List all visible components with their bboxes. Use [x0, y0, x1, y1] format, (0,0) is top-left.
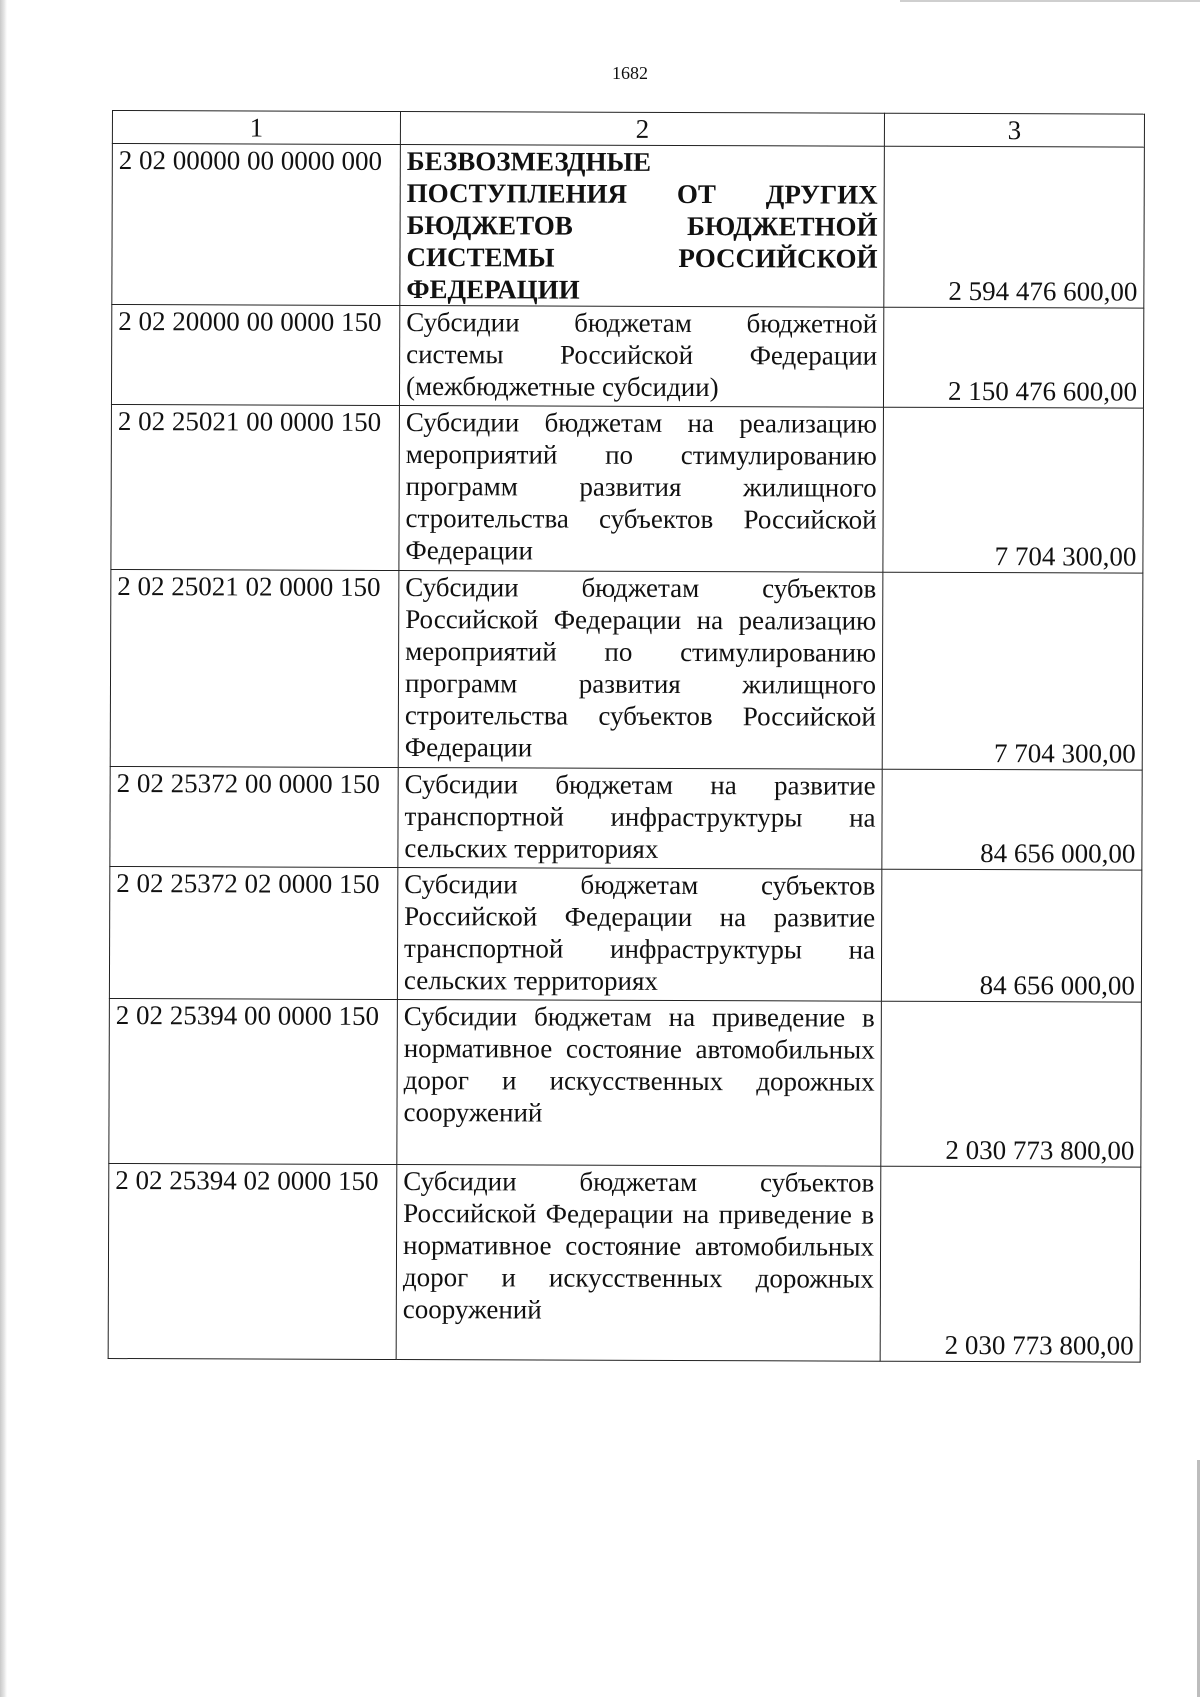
row-name: Субсидии бюджетам на реализацию мероприятий по стимулированию программ развития жилищного строительства субъектов Российской Федерации [399, 406, 884, 573]
scan-edge-top [900, 0, 1200, 2]
row-code: 2 02 25372 00 0000 150 [110, 766, 398, 867]
row-amount: 7 704 300,00 [882, 572, 1143, 770]
table-row [109, 998, 1142, 1167]
scan-edge-left [0, 0, 7, 1697]
row-name: Субсидии бюджетам бюджетной системы Российской Федерации (межбюджетные субсидии) [399, 306, 883, 408]
header-col-2: 2 [400, 112, 884, 147]
row-amount: 84 656 000,00 [882, 769, 1142, 870]
table-row [108, 1163, 1141, 1362]
budget-table [108, 110, 1145, 1363]
header-col-3: 3 [884, 113, 1144, 147]
row-amount: 2 594 476 600,00 [884, 146, 1145, 308]
table-row [109, 866, 1141, 1002]
row-name: Субсидии бюджетам субъектов Российской Федерации на приведение в нормативное состояние автомобильных дорог и искусственных дорожных сооружений [396, 1165, 881, 1362]
row-amount: 2 030 773 800,00 [881, 1001, 1142, 1167]
row-amount: 2 030 773 800,00 [880, 1166, 1141, 1362]
row-amount: 84 656 000,00 [881, 869, 1141, 1002]
row-amount: 7 704 300,00 [883, 407, 1144, 573]
row-name: Субсидии бюджетам субъектов Российской Федерации на развитие транспортной инфраструктуры на сельских территориях [397, 868, 881, 1002]
row-code: 2 02 25394 00 0000 150 [109, 998, 398, 1164]
row-code: 2 02 25394 02 0000 150 [108, 1163, 397, 1359]
row-name: Субсидии бюджетам субъектов Российской Федерации на реализацию мероприятий по стимулированию программ развития жилищного строительства субъектов Российской Федерации [398, 571, 883, 770]
row-code: 2 02 00000 00 0000 000 [112, 144, 401, 306]
table-row [111, 305, 1143, 409]
row-amount: 2 150 476 600,00 [883, 307, 1143, 408]
row-code: 2 02 25021 02 0000 150 [110, 569, 399, 767]
row-name: Субсидии бюджетам на приведение в нормативное состояние автомобильных дорог и искусственных дорожных сооружений [397, 1000, 882, 1167]
table-row [112, 144, 1145, 309]
row-code: 2 02 25021 00 0000 150 [111, 404, 400, 570]
row-name: Субсидии бюджетам на развитие транспортной инфраструктуры на сельских территориях [398, 768, 882, 870]
table-row [111, 404, 1144, 573]
header-col-1: 1 [112, 111, 400, 145]
page-number: 1682 [612, 63, 648, 83]
table-row [110, 766, 1142, 870]
row-code: 2 02 20000 00 0000 150 [111, 305, 399, 406]
header-row [112, 111, 1144, 148]
row-name: БЕЗВОЗМЕЗДНЫЕ ПОСТУПЛЕНИЯ ОТ ДРУГИХ БЮДЖЕТОВ БЮДЖЕТНОЙ СИСТЕМЫ РОССИЙСКОЙ ФЕДЕРАЦИИ [400, 145, 885, 308]
row-code: 2 02 25372 02 0000 150 [109, 866, 397, 999]
table-row [110, 569, 1143, 770]
